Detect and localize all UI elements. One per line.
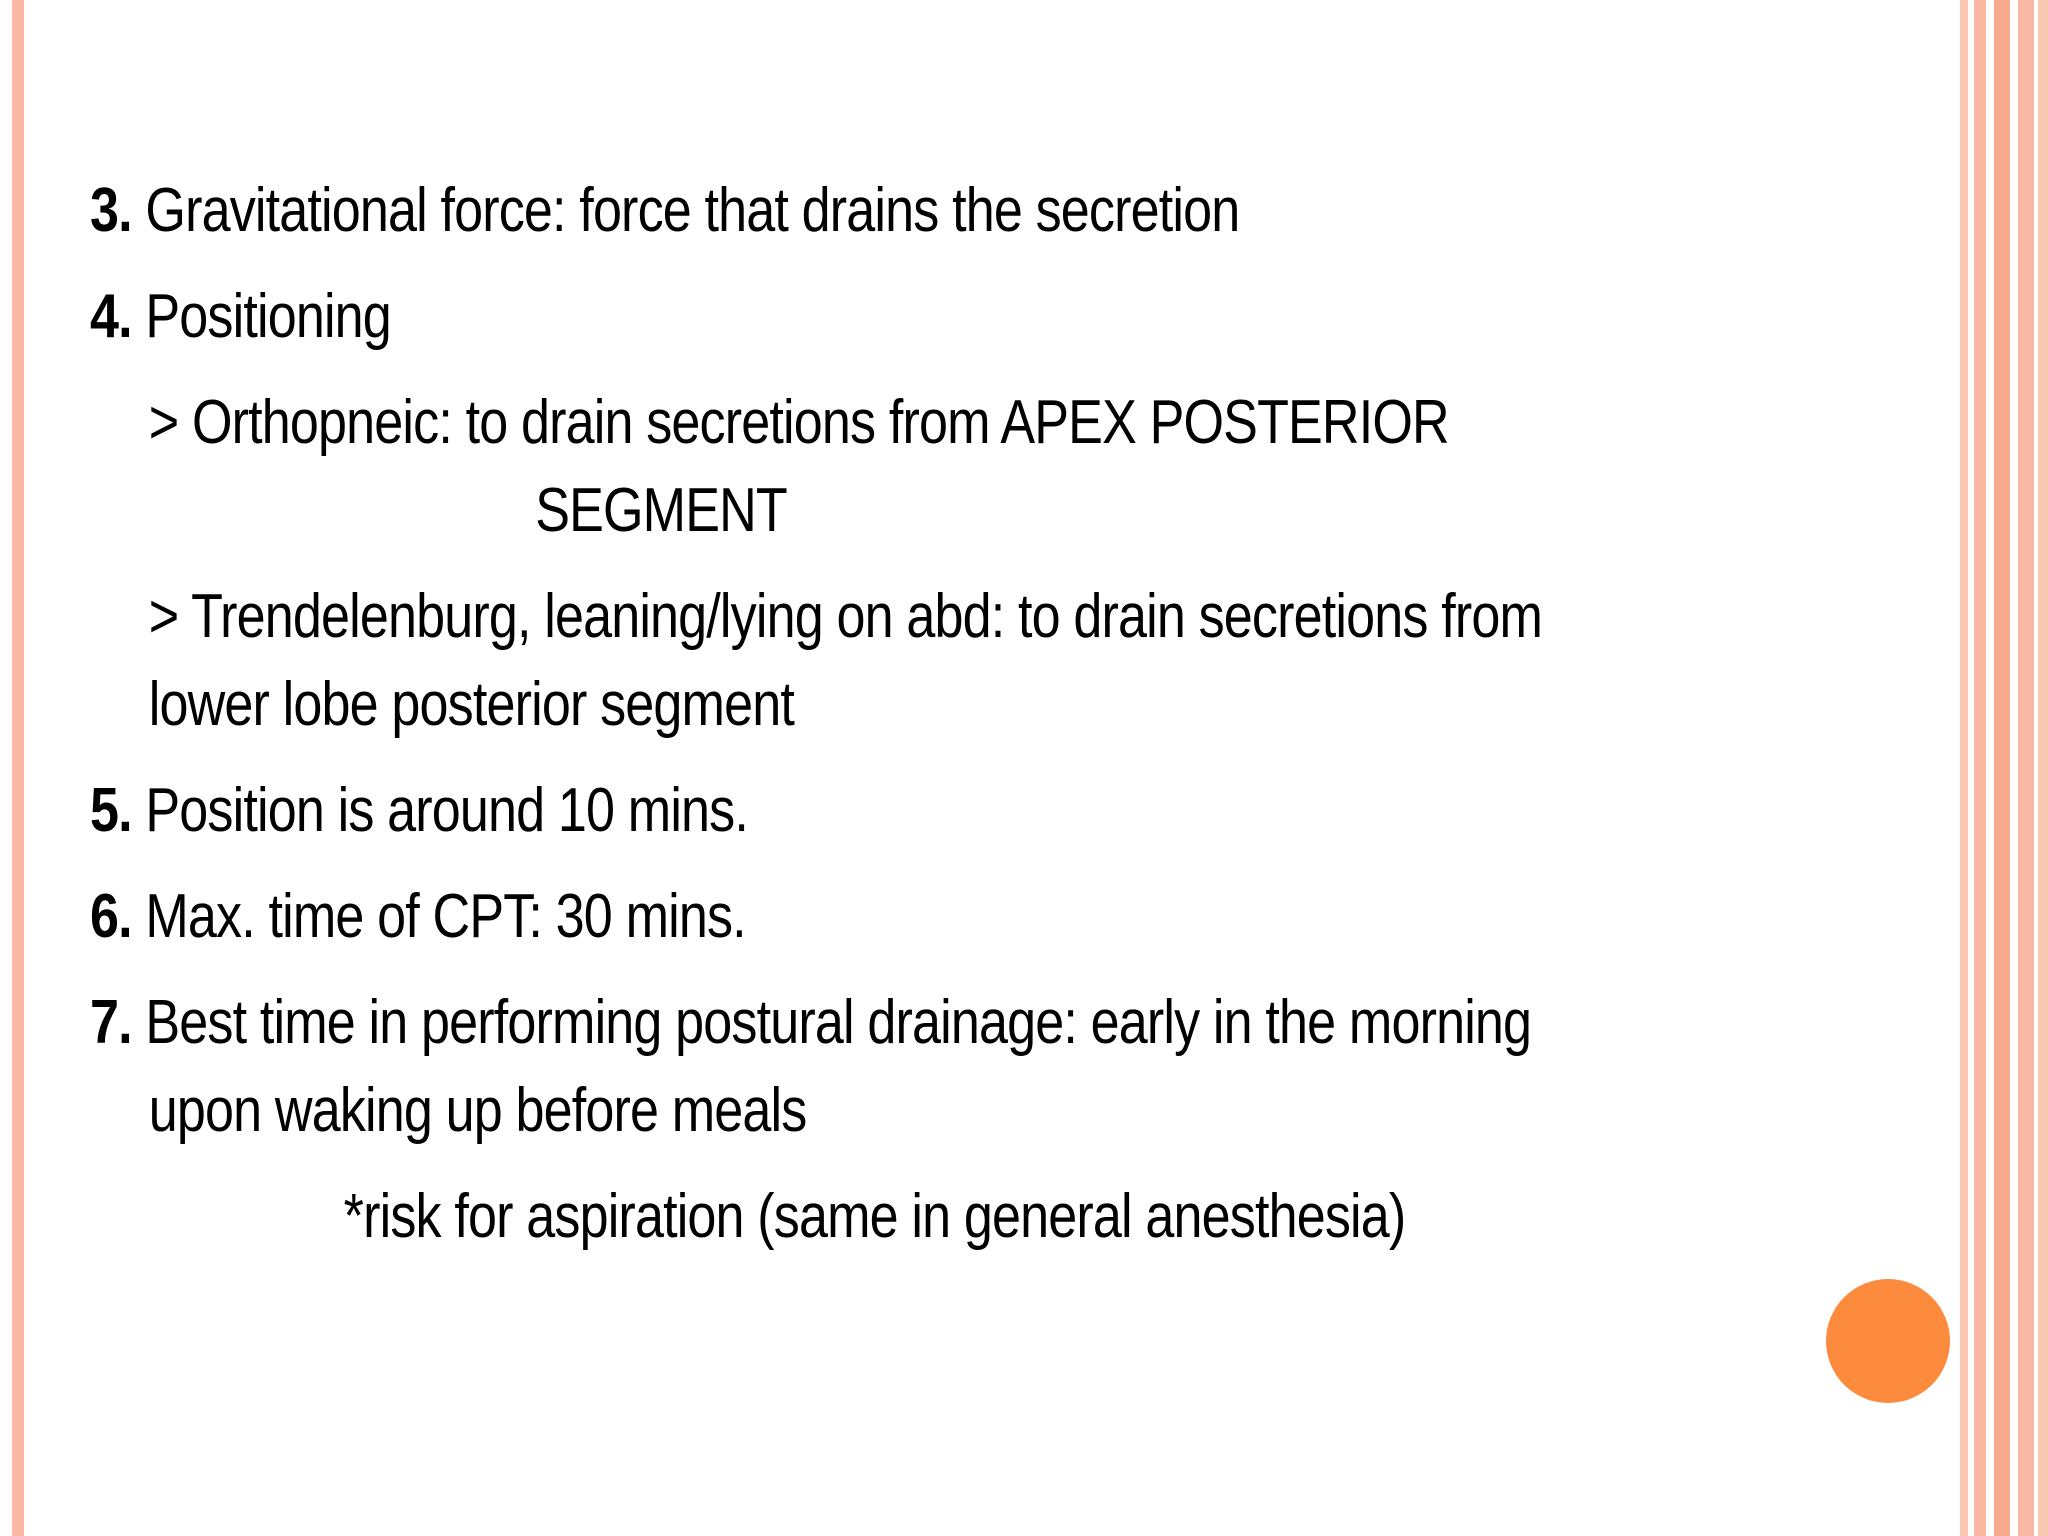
list-item-4 [90, 274, 1602, 380]
list-item-5 [90, 768, 1602, 874]
sub-item-text: lower lobe posterior segment [148, 670, 794, 739]
right-decorative-stripe [1960, 0, 1968, 1536]
item-number: 5. [90, 776, 132, 845]
list-item-7-continued [90, 1068, 1602, 1174]
note-text [90, 1174, 1602, 1260]
item-number: 6. [90, 882, 132, 951]
item-text: Position is around 10 mins. [131, 776, 749, 845]
sub-item-text: > Orthopneic: to drain secretions from APEX POSTERIOR [148, 388, 1449, 457]
sub-item-trendelenburg [90, 574, 1602, 662]
item-text: Max. time of CPT: 30 mins. [131, 882, 746, 951]
list-item-3 [90, 168, 1602, 274]
right-decorative-stripe [2018, 0, 2034, 1536]
right-decorative-stripe [1994, 0, 2010, 1536]
sub-item-trendelenburg-continued [90, 662, 1602, 768]
item-text: Gravitational force: force that drains the secretion [131, 176, 1240, 245]
sub-item-orthopneic [90, 380, 1602, 468]
item-text: Best time in performing postural drainage: early in the morning [131, 988, 1532, 1057]
item-text: Positioning [131, 282, 391, 351]
item-number: 7. [90, 988, 132, 1057]
sub-item-text: > Trendelenburg, leaning/lying on abd: to drain secretions from [148, 582, 1542, 651]
sub-item-orthopneic-continued [90, 468, 1602, 574]
item-text: upon waking up before meals [148, 1076, 807, 1145]
right-decorative-stripe [2038, 0, 2048, 1536]
left-decorative-stripe [12, 0, 24, 1536]
item-number: 3. [90, 176, 132, 245]
list-item-7 [90, 980, 1602, 1068]
accent-circle [1826, 1279, 1950, 1403]
note-text-content: *risk for aspiration (same in general anesthesia) [343, 1182, 1406, 1251]
right-decorative-stripe [1974, 0, 1986, 1536]
slide-body [90, 168, 1602, 1260]
sub-item-text: SEGMENT [535, 476, 787, 545]
item-number: 4. [90, 282, 132, 351]
list-item-6 [90, 874, 1602, 980]
